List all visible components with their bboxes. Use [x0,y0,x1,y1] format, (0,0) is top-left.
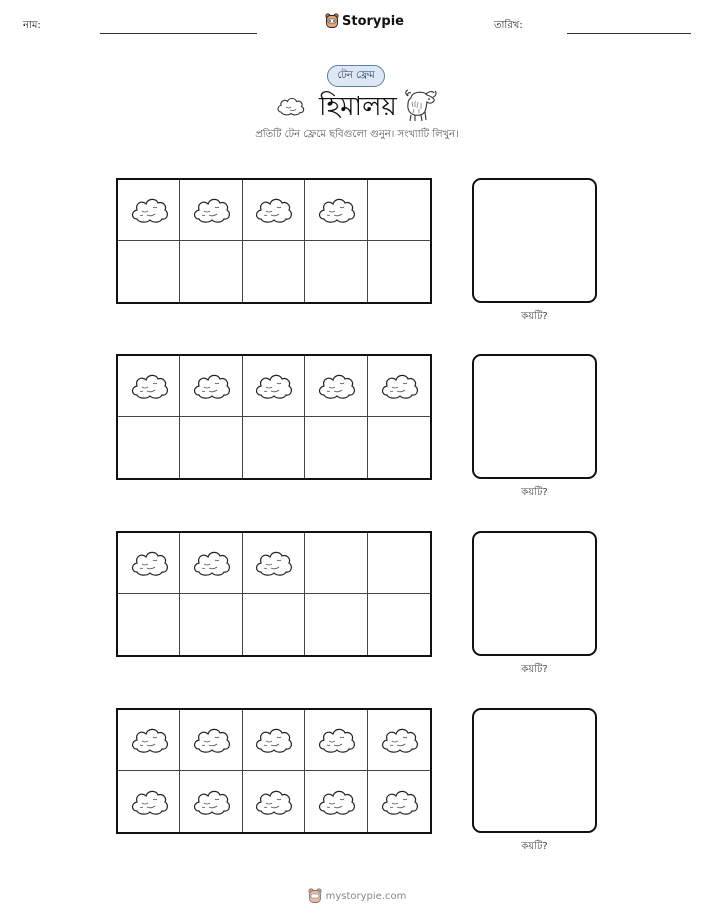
ten-frame-cell [180,533,242,594]
ten-frame-cell [305,180,367,241]
ten-frame [116,354,432,480]
cloud-icon [253,724,293,756]
ten-frame-cell [118,356,180,417]
name-label: নাম: [23,20,41,31]
ten-frame-cell [180,180,242,241]
ten-frame-cell [368,356,430,417]
ten-frame-cell [368,594,430,655]
ten-frame-cell [180,594,242,655]
ten-frame-cell [180,417,242,478]
cloud-icon [379,724,419,756]
ten-frame-cell [368,180,430,241]
ten-frame-cell [305,710,367,771]
cloud-icon [276,95,306,117]
cloud-icon [253,547,293,579]
date-line[interactable] [567,33,691,34]
cloud-icon [191,370,231,402]
cloud-icon [253,370,293,402]
ten-frame-cell [243,710,305,771]
how-many-label: কয়টি? [521,487,548,498]
ten-frame-cell [118,180,180,241]
ten-frame-cell [368,771,430,832]
how-many-label: কয়টি? [521,841,548,852]
cloud-icon [191,724,231,756]
ten-frame-cell [118,771,180,832]
brand-name: Storypie [342,13,404,29]
cloud-icon [129,370,169,402]
answer-box[interactable] [472,531,597,656]
ten-frame-cell [118,417,180,478]
cloud-icon [191,194,231,226]
ten-frame-cell [243,533,305,594]
yak-icon [403,88,441,122]
ten-frame-cell [368,710,430,771]
cloud-icon [316,370,356,402]
answer-box[interactable] [472,354,597,479]
worksheet-type-badge: টেন ফ্রেম [327,65,385,87]
cloud-icon [379,786,419,818]
ten-frame-cell [180,771,242,832]
answer-box[interactable] [472,708,597,833]
cloud-icon [191,547,231,579]
ten-frame-cell [243,180,305,241]
cloud-icon [129,724,169,756]
footer-url[interactable]: mystorypie.com [325,890,407,902]
ten-frame-cell [243,417,305,478]
ten-frame [116,178,432,304]
answer-box[interactable] [472,178,597,303]
ten-frame [116,531,432,657]
ten-frame-cell [243,771,305,832]
brand-logo [325,13,404,29]
page-title: হিমালয় [319,92,397,122]
ten-frame-cell [243,356,305,417]
how-many-label: কয়টি? [521,664,548,675]
cloud-icon [316,724,356,756]
how-many-label: কয়টি? [521,311,548,322]
ten-frame-cell [243,594,305,655]
footer [0,888,714,904]
ten-frame-cell [180,356,242,417]
ten-frame-cell [118,710,180,771]
storypie-bear-icon [325,13,339,29]
cloud-icon [316,786,356,818]
ten-frame-cell [305,241,367,302]
ten-frame-cell [368,241,430,302]
ten-frame-cell [118,533,180,594]
ten-frame-cell [368,533,430,594]
cloud-icon [129,194,169,226]
ten-frame-cell [243,241,305,302]
ten-frame-cell [118,594,180,655]
storypie-bear-icon [308,888,322,904]
ten-frame-cell [305,771,367,832]
cloud-icon [129,786,169,818]
cloud-icon [316,194,356,226]
ten-frame-cell [305,594,367,655]
cloud-icon [379,370,419,402]
instructions: প্রতিটি টেন ফ্রেমে ছবিগুলো গুনুন। সংখ্যাটি লিখুন। [255,129,459,140]
ten-frame-cell [305,417,367,478]
ten-frame-cell [368,417,430,478]
ten-frame-cell [118,241,180,302]
cloud-icon [129,547,169,579]
ten-frame [116,708,432,834]
date-label: তারিখ: [494,20,523,31]
cloud-icon [253,786,293,818]
ten-frame-cell [305,533,367,594]
ten-frame-cell [180,710,242,771]
ten-frame-cell [305,356,367,417]
cloud-icon [191,786,231,818]
name-line[interactable] [100,33,257,34]
ten-frame-cell [180,241,242,302]
cloud-icon [253,194,293,226]
